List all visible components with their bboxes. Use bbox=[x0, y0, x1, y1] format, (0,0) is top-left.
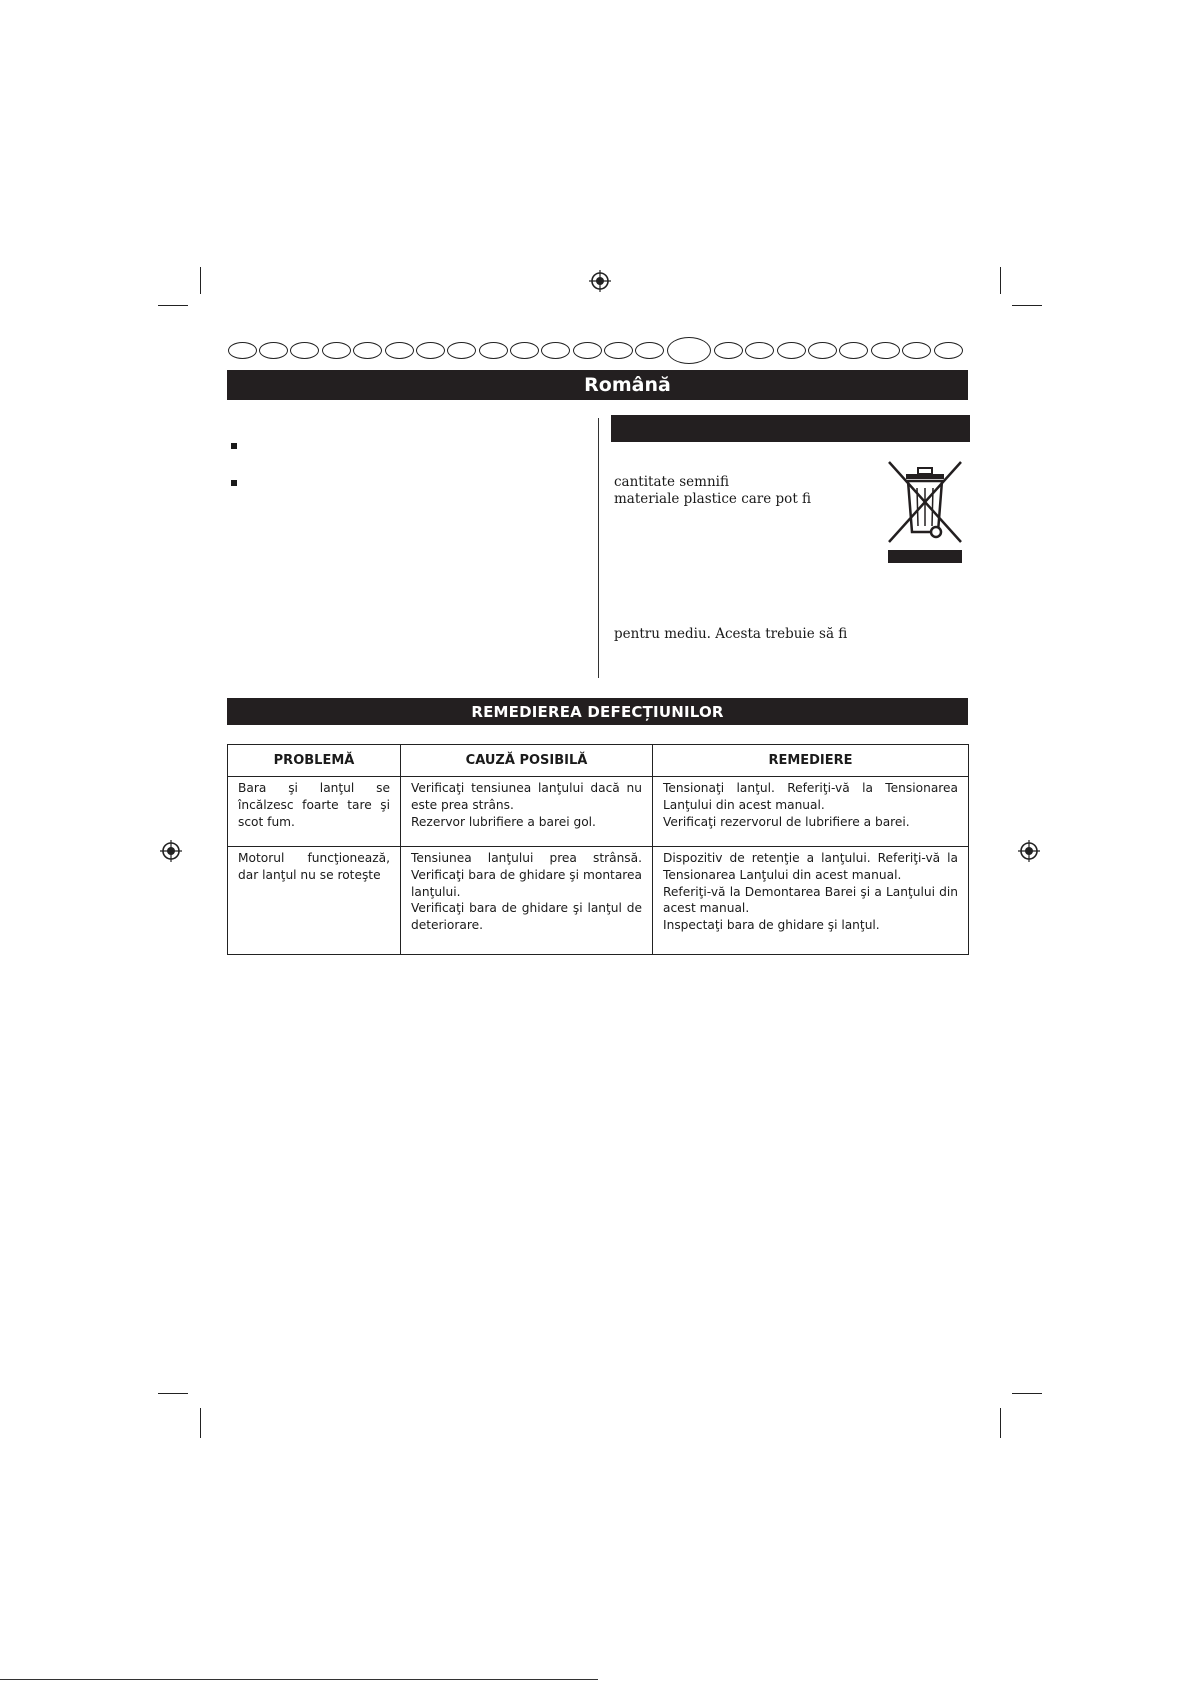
crop-mark-bottom-left-v bbox=[200, 1408, 201, 1438]
environment-text-line: materiale plastice care pot fi bbox=[614, 491, 812, 507]
column-header-cause: CAUZĂ POSIBILĂ bbox=[401, 745, 653, 777]
language-tab bbox=[385, 342, 414, 359]
column-header-problem: PROBLEMĂ bbox=[228, 745, 401, 777]
cause-text: Tensiunea lanţului prea strânsă. Verificaţi bara de ghidare şi montarea lanţului. bbox=[411, 851, 642, 899]
language-tab bbox=[259, 342, 288, 359]
troubleshooting-header-bar bbox=[227, 698, 968, 725]
crop-mark-top-right-v bbox=[1000, 267, 1001, 294]
remedy-text: Tensionaţi lanţul. Referiţi-vă la Tensionarea Lanţului din acest manual. bbox=[663, 781, 958, 812]
language-tab bbox=[447, 342, 476, 359]
table-header-row bbox=[228, 745, 969, 777]
crop-mark-top-left-v bbox=[200, 267, 201, 294]
language-tab bbox=[902, 342, 931, 359]
problem-text: Motorul funcţionează, dar lanţul nu se roteşte bbox=[238, 851, 390, 882]
language-tab bbox=[228, 342, 257, 359]
language-tab bbox=[871, 342, 900, 359]
column-header-remedy: REMEDIERE bbox=[653, 745, 969, 777]
remedy-text: Referiţi-vă la Demontarea Barei şi a Lanţului din acest manual. bbox=[663, 884, 958, 916]
environment-text-line: cantitate semnifi bbox=[614, 474, 729, 490]
language-tab bbox=[745, 342, 774, 359]
bullet-marker bbox=[231, 443, 237, 449]
language-tab bbox=[290, 342, 319, 359]
table-row bbox=[228, 847, 969, 955]
problem-cell bbox=[228, 777, 401, 847]
problem-text: Bara şi lanţul se încălzesc foarte tare şi scot fum. bbox=[238, 781, 390, 829]
language-tab bbox=[714, 342, 743, 359]
crop-mark-bottom-right-h bbox=[1012, 1393, 1042, 1394]
bullet-marker bbox=[231, 480, 237, 486]
registration-target-icon bbox=[589, 270, 611, 292]
cause-text: Verificaţi tensiunea lanţului dacă nu este prea strâns. bbox=[411, 781, 642, 812]
remedy-cell bbox=[653, 847, 969, 955]
remedy-text: Verificaţi rezervorul de lubrifiere a barei. bbox=[663, 814, 910, 829]
language-tab bbox=[604, 342, 633, 359]
crop-mark-top-left-h bbox=[158, 305, 188, 306]
language-tab bbox=[839, 342, 868, 359]
cause-text: Verificaţi bara de ghidare şi lanţul de deteriorare. bbox=[411, 901, 642, 933]
language-tab bbox=[541, 342, 570, 359]
language-tab bbox=[777, 342, 806, 359]
language-tab bbox=[635, 342, 664, 359]
remedy-text: Dispozitiv de retenţie a lanţului. Referiţi-vă la Tensionarea Lanţului din acest manual. bbox=[663, 851, 958, 882]
language-tab-active bbox=[667, 337, 711, 364]
column-divider bbox=[598, 418, 599, 678]
cause-cell bbox=[401, 777, 653, 847]
problem-cell bbox=[228, 847, 401, 955]
language-tab bbox=[573, 342, 602, 359]
language-tab bbox=[479, 342, 508, 359]
environment-header-bar bbox=[611, 415, 970, 442]
cause-text: Rezervor lubrifiere a barei gol. bbox=[411, 814, 596, 829]
table-row bbox=[228, 777, 969, 847]
crossed-out-bin-icon bbox=[884, 460, 966, 568]
remedy-cell bbox=[653, 777, 969, 847]
crop-mark-bottom-right-v bbox=[1000, 1408, 1001, 1438]
registration-target-icon bbox=[1018, 840, 1040, 862]
language-tab bbox=[510, 342, 539, 359]
environment-text-line: pentru mediu. Acesta trebuie să fi bbox=[614, 626, 848, 642]
language-tab bbox=[353, 342, 382, 359]
crop-mark-bottom-left-h bbox=[158, 1393, 188, 1394]
language-tab bbox=[322, 342, 351, 359]
registration-target-icon bbox=[160, 840, 182, 862]
language-title: Română bbox=[584, 374, 671, 396]
language-header-bar bbox=[227, 370, 968, 400]
crop-mark-top-right-h bbox=[1012, 305, 1042, 306]
footer-rule bbox=[0, 1679, 598, 1680]
remedy-text: Inspectaţi bara de ghidare şi lanţul. bbox=[663, 918, 880, 933]
language-tab bbox=[934, 342, 963, 359]
language-tab bbox=[416, 342, 445, 359]
language-tabs bbox=[228, 340, 970, 362]
troubleshooting-table bbox=[227, 744, 969, 955]
language-tab bbox=[808, 342, 837, 359]
troubleshooting-title: REMEDIEREA DEFECȚIUNILOR bbox=[471, 702, 724, 721]
cause-cell bbox=[401, 847, 653, 955]
